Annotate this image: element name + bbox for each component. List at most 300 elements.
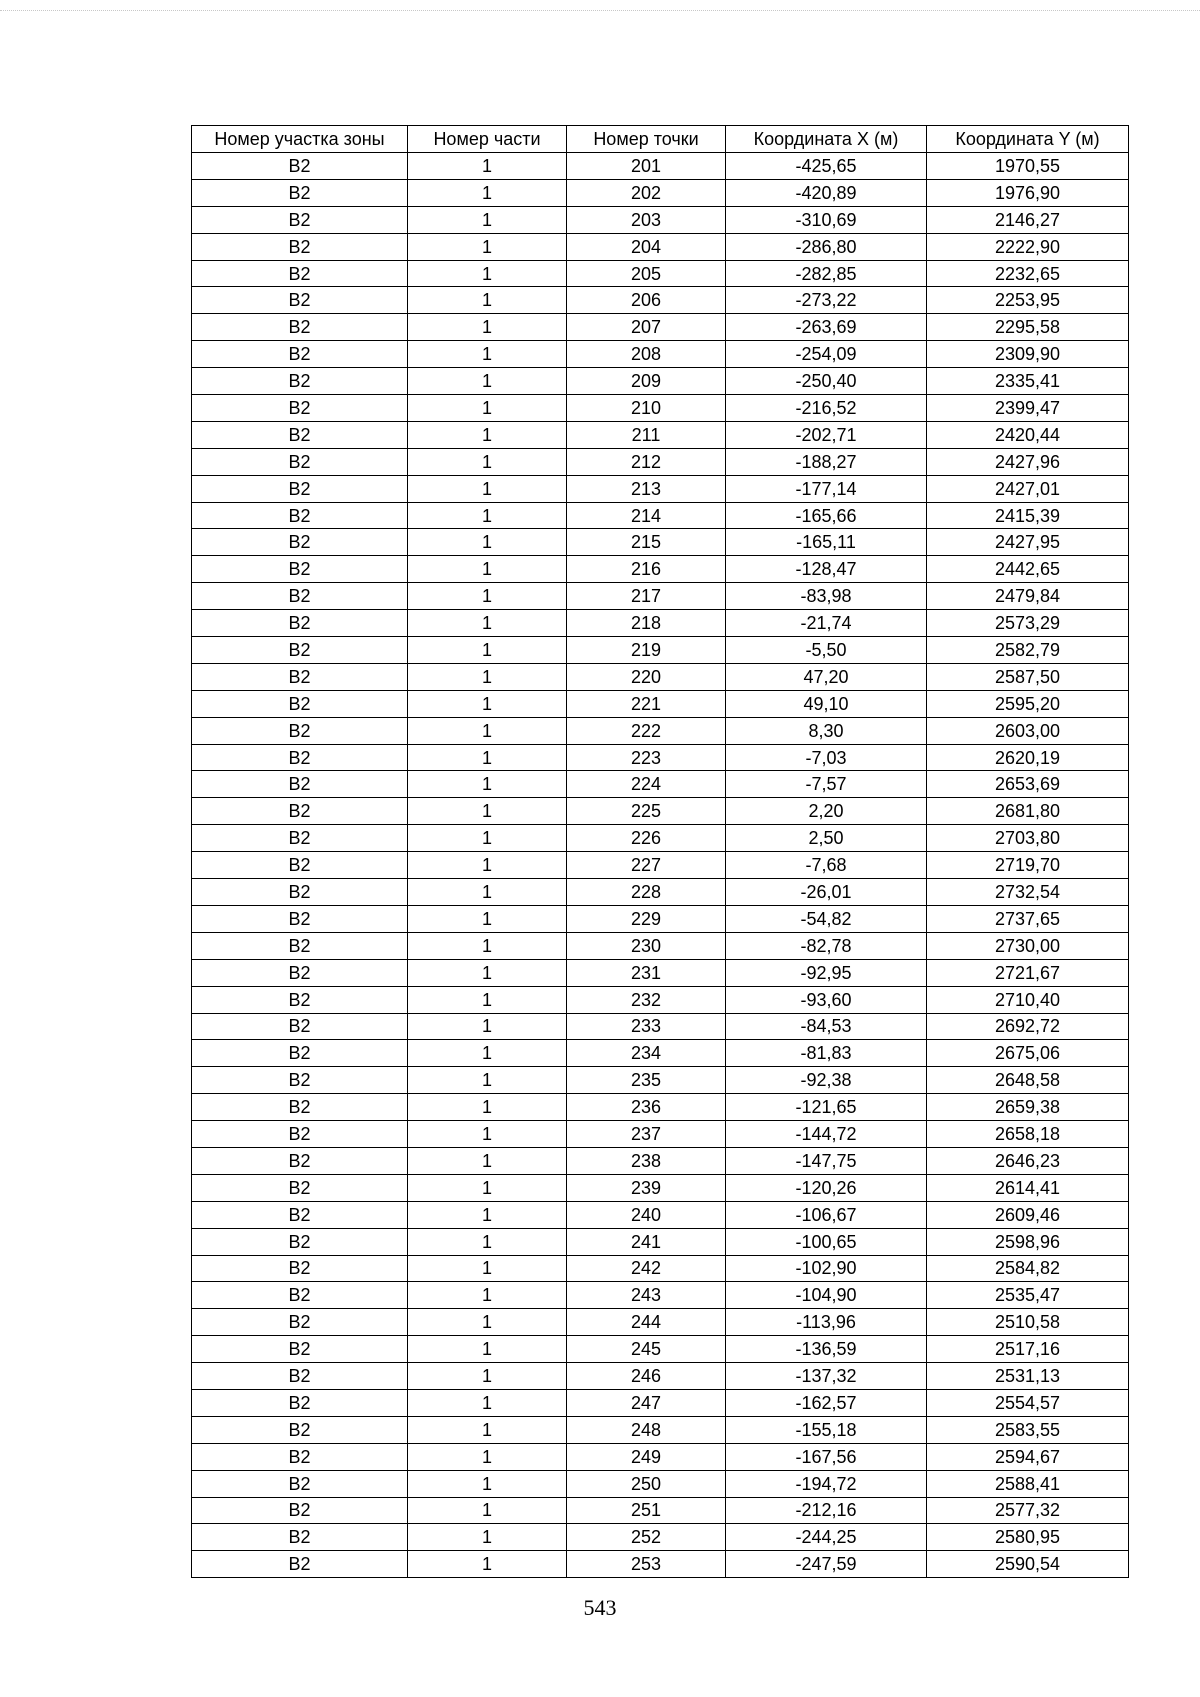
page-number: 543 [583,1595,617,1620]
cell-coordinate-y: 2335,41 [927,368,1129,395]
cell-zone-plot-number: В2 [192,1470,408,1497]
cell-zone-plot-number: В2 [192,744,408,771]
cell-coordinate-x: -81,83 [726,1040,927,1067]
cell-point-number: 242 [567,1255,726,1282]
cell-coordinate-y: 2648,58 [927,1067,1129,1094]
cell-zone-plot-number: В2 [192,1201,408,1228]
cell-coordinate-y: 2415,39 [927,502,1129,529]
cell-coordinate-y: 2573,29 [927,610,1129,637]
cell-coordinate-y: 2721,67 [927,959,1129,986]
cell-coordinate-x: 49,10 [726,690,927,717]
table-row [192,260,1129,287]
cell-coordinate-y: 2222,90 [927,233,1129,260]
cell-coordinate-x: -7,57 [726,771,927,798]
header-coordinate-y: Координата Y (м) [927,126,1129,153]
cell-point-number: 231 [567,959,726,986]
cell-coordinate-y: 2710,40 [927,986,1129,1013]
cell-zone-plot-number: В2 [192,1363,408,1390]
cell-coordinate-y: 2582,79 [927,637,1129,664]
table-row [192,637,1129,664]
table-row [192,502,1129,529]
cell-coordinate-y: 2583,55 [927,1416,1129,1443]
cell-part-number: 1 [408,932,567,959]
cell-coordinate-x: -194,72 [726,1470,927,1497]
cell-part-number: 1 [408,1336,567,1363]
table-row [192,663,1129,690]
cell-coordinate-y: 2427,01 [927,475,1129,502]
cell-point-number: 237 [567,1121,726,1148]
cell-zone-plot-number: В2 [192,153,408,180]
cell-zone-plot-number: В2 [192,852,408,879]
cell-coordinate-y: 2681,80 [927,798,1129,825]
cell-point-number: 243 [567,1282,726,1309]
cell-coordinate-y: 2427,96 [927,448,1129,475]
cell-zone-plot-number: В2 [192,690,408,717]
cell-coordinate-x: -54,82 [726,905,927,932]
header-point-number: Номер точки [567,126,726,153]
table-row [192,233,1129,260]
cell-part-number: 1 [408,260,567,287]
cell-part-number: 1 [408,1524,567,1551]
table-row [192,529,1129,556]
cell-point-number: 204 [567,233,726,260]
cell-coordinate-y: 2620,19 [927,744,1129,771]
cell-zone-plot-number: В2 [192,879,408,906]
cell-zone-plot-number: В2 [192,905,408,932]
cell-coordinate-y: 1970,55 [927,153,1129,180]
cell-coordinate-x: -136,59 [726,1336,927,1363]
cell-coordinate-x: -310,69 [726,206,927,233]
cell-point-number: 234 [567,1040,726,1067]
cell-coordinate-y: 2588,41 [927,1470,1129,1497]
table-row [192,1497,1129,1524]
cell-zone-plot-number: В2 [192,233,408,260]
cell-coordinate-y: 2675,06 [927,1040,1129,1067]
cell-coordinate-y: 2253,95 [927,287,1129,314]
cell-coordinate-y: 2614,41 [927,1174,1129,1201]
cell-point-number: 245 [567,1336,726,1363]
cell-point-number: 244 [567,1309,726,1336]
cell-point-number: 228 [567,879,726,906]
cell-coordinate-x: -7,03 [726,744,927,771]
cell-part-number: 1 [408,395,567,422]
cell-zone-plot-number: В2 [192,1255,408,1282]
cell-coordinate-y: 2232,65 [927,260,1129,287]
cell-zone-plot-number: В2 [192,959,408,986]
cell-point-number: 239 [567,1174,726,1201]
table-row [192,986,1129,1013]
cell-coordinate-x: -188,27 [726,448,927,475]
cell-part-number: 1 [408,1067,567,1094]
table-row [192,1094,1129,1121]
table-row [192,1040,1129,1067]
cell-point-number: 230 [567,932,726,959]
table-row [192,448,1129,475]
cell-point-number: 224 [567,771,726,798]
cell-coordinate-y: 2146,27 [927,206,1129,233]
table-row [192,905,1129,932]
cell-zone-plot-number: В2 [192,421,408,448]
cell-coordinate-x: -92,95 [726,959,927,986]
cell-part-number: 1 [408,1497,567,1524]
cell-zone-plot-number: В2 [192,1551,408,1578]
table-row [192,1443,1129,1470]
cell-coordinate-x: 2,50 [726,825,927,852]
cell-coordinate-y: 2609,46 [927,1201,1129,1228]
cell-part-number: 1 [408,690,567,717]
table-row [192,1336,1129,1363]
cell-coordinate-y: 2295,58 [927,314,1129,341]
cell-coordinate-x: -26,01 [726,879,927,906]
cell-coordinate-x: -162,57 [726,1389,927,1416]
cell-coordinate-y: 2590,54 [927,1551,1129,1578]
cell-zone-plot-number: В2 [192,341,408,368]
table-row [192,879,1129,906]
cell-point-number: 214 [567,502,726,529]
cell-part-number: 1 [408,1201,567,1228]
cell-point-number: 210 [567,395,726,422]
cell-coordinate-y: 2653,69 [927,771,1129,798]
cell-part-number: 1 [408,1040,567,1067]
table-row [192,1147,1129,1174]
cell-coordinate-x: -212,16 [726,1497,927,1524]
cell-coordinate-y: 2427,95 [927,529,1129,556]
table-row [192,1309,1129,1336]
cell-zone-plot-number: В2 [192,556,408,583]
cell-point-number: 241 [567,1228,726,1255]
cell-part-number: 1 [408,717,567,744]
cell-point-number: 213 [567,475,726,502]
cell-zone-plot-number: В2 [192,1040,408,1067]
cell-point-number: 206 [567,287,726,314]
cell-part-number: 1 [408,1309,567,1336]
cell-point-number: 218 [567,610,726,637]
cell-point-number: 219 [567,637,726,664]
table-row [192,1255,1129,1282]
cell-part-number: 1 [408,287,567,314]
cell-coordinate-y: 2646,23 [927,1147,1129,1174]
cell-coordinate-y: 2692,72 [927,1013,1129,1040]
table-row [192,1228,1129,1255]
cell-zone-plot-number: В2 [192,502,408,529]
cell-coordinate-y: 2659,38 [927,1094,1129,1121]
cell-coordinate-x: -263,69 [726,314,927,341]
cell-part-number: 1 [408,986,567,1013]
cell-part-number: 1 [408,1416,567,1443]
table-row [192,932,1129,959]
cell-coordinate-y: 2442,65 [927,556,1129,583]
cell-point-number: 208 [567,341,726,368]
cell-zone-plot-number: В2 [192,717,408,744]
cell-point-number: 252 [567,1524,726,1551]
cell-coordinate-y: 1976,90 [927,179,1129,206]
cell-coordinate-x: 2,20 [726,798,927,825]
cell-part-number: 1 [408,1363,567,1390]
cell-point-number: 201 [567,153,726,180]
cell-part-number: 1 [408,475,567,502]
cell-part-number: 1 [408,1282,567,1309]
cell-zone-plot-number: В2 [192,932,408,959]
cell-coordinate-y: 2535,47 [927,1282,1129,1309]
cell-coordinate-y: 2399,47 [927,395,1129,422]
cell-zone-plot-number: В2 [192,1443,408,1470]
cell-point-number: 232 [567,986,726,1013]
cell-zone-plot-number: В2 [192,314,408,341]
table-row [192,825,1129,852]
cell-coordinate-x: 8,30 [726,717,927,744]
cell-coordinate-x: -165,11 [726,529,927,556]
cell-zone-plot-number: В2 [192,206,408,233]
cell-coordinate-y: 2730,00 [927,932,1129,959]
cell-point-number: 217 [567,583,726,610]
cell-zone-plot-number: В2 [192,825,408,852]
cell-coordinate-x: -147,75 [726,1147,927,1174]
table-row [192,153,1129,180]
cell-zone-plot-number: В2 [192,1282,408,1309]
cell-coordinate-x: -21,74 [726,610,927,637]
cell-coordinate-y: 2554,57 [927,1389,1129,1416]
table-row [192,1174,1129,1201]
cell-coordinate-y: 2594,67 [927,1443,1129,1470]
table-row [192,314,1129,341]
cell-coordinate-y: 2510,58 [927,1309,1129,1336]
table-row [192,1363,1129,1390]
cell-part-number: 1 [408,1013,567,1040]
cell-point-number: 240 [567,1201,726,1228]
cell-zone-plot-number: В2 [192,1497,408,1524]
cell-point-number: 222 [567,717,726,744]
cell-zone-plot-number: В2 [192,1416,408,1443]
cell-zone-plot-number: В2 [192,1389,408,1416]
cell-coordinate-y: 2703,80 [927,825,1129,852]
cell-part-number: 1 [408,1147,567,1174]
cell-coordinate-x: -84,53 [726,1013,927,1040]
cell-coordinate-x: -5,50 [726,637,927,664]
cell-coordinate-y: 2732,54 [927,879,1129,906]
cell-part-number: 1 [408,233,567,260]
cell-part-number: 1 [408,1228,567,1255]
cell-coordinate-y: 2737,65 [927,905,1129,932]
table-row [192,1416,1129,1443]
cell-part-number: 1 [408,502,567,529]
cell-coordinate-y: 2587,50 [927,663,1129,690]
cell-coordinate-x: -82,78 [726,932,927,959]
cell-point-number: 233 [567,1013,726,1040]
cell-part-number: 1 [408,879,567,906]
cell-coordinate-y: 2420,44 [927,421,1129,448]
cell-part-number: 1 [408,798,567,825]
cell-coordinate-y: 2658,18 [927,1121,1129,1148]
cell-part-number: 1 [408,314,567,341]
cell-zone-plot-number: В2 [192,260,408,287]
cell-coordinate-x: -92,38 [726,1067,927,1094]
table-row [192,475,1129,502]
cell-zone-plot-number: В2 [192,583,408,610]
cell-point-number: 229 [567,905,726,932]
cell-zone-plot-number: В2 [192,395,408,422]
cell-point-number: 248 [567,1416,726,1443]
cell-zone-plot-number: В2 [192,475,408,502]
table-row [192,206,1129,233]
cell-coordinate-x: -247,59 [726,1551,927,1578]
cell-zone-plot-number: В2 [192,1174,408,1201]
cell-coordinate-y: 2603,00 [927,717,1129,744]
cell-point-number: 203 [567,206,726,233]
cell-zone-plot-number: В2 [192,1121,408,1148]
cell-part-number: 1 [408,637,567,664]
table-row [192,1524,1129,1551]
cell-coordinate-x: -250,40 [726,368,927,395]
cell-coordinate-x: -128,47 [726,556,927,583]
cell-part-number: 1 [408,1389,567,1416]
cell-part-number: 1 [408,206,567,233]
table-row [192,1201,1129,1228]
header-coordinate-x: Координата X (м) [726,126,927,153]
cell-point-number: 223 [567,744,726,771]
cell-coordinate-x: -286,80 [726,233,927,260]
table-body [192,153,1129,1578]
table-row [192,341,1129,368]
header-zone-plot-number: Номер участка зоны [192,126,408,153]
header-row [192,126,1129,153]
table-row [192,556,1129,583]
cell-point-number: 216 [567,556,726,583]
cell-coordinate-y: 2479,84 [927,583,1129,610]
cell-point-number: 205 [567,260,726,287]
table-row [192,1551,1129,1578]
cell-point-number: 251 [567,1497,726,1524]
cell-part-number: 1 [408,610,567,637]
cell-part-number: 1 [408,771,567,798]
cell-part-number: 1 [408,663,567,690]
table-row [192,610,1129,637]
cell-point-number: 212 [567,448,726,475]
cell-point-number: 235 [567,1067,726,1094]
cell-coordinate-x: -420,89 [726,179,927,206]
cell-coordinate-y: 2595,20 [927,690,1129,717]
cell-coordinate-y: 2719,70 [927,852,1129,879]
cell-point-number: 253 [567,1551,726,1578]
table-row [192,368,1129,395]
cell-zone-plot-number: В2 [192,637,408,664]
table-row [192,959,1129,986]
cell-part-number: 1 [408,341,567,368]
table-row [192,421,1129,448]
cell-point-number: 236 [567,1094,726,1121]
table-row [192,1282,1129,1309]
table-row [192,179,1129,206]
cell-point-number: 209 [567,368,726,395]
table-row [192,744,1129,771]
table-row [192,1470,1129,1497]
cell-zone-plot-number: В2 [192,1147,408,1174]
cell-coordinate-x: -165,66 [726,502,927,529]
cell-coordinate-x: -7,68 [726,852,927,879]
table-row [192,798,1129,825]
cell-zone-plot-number: В2 [192,179,408,206]
cell-point-number: 249 [567,1443,726,1470]
cell-coordinate-x: -83,98 [726,583,927,610]
cell-coordinate-x: -104,90 [726,1282,927,1309]
table-row [192,395,1129,422]
cell-coordinate-y: 2584,82 [927,1255,1129,1282]
cell-zone-plot-number: В2 [192,287,408,314]
cell-part-number: 1 [408,448,567,475]
cell-part-number: 1 [408,825,567,852]
cell-zone-plot-number: В2 [192,798,408,825]
cell-point-number: 207 [567,314,726,341]
cell-part-number: 1 [408,421,567,448]
cell-part-number: 1 [408,1443,567,1470]
cell-point-number: 215 [567,529,726,556]
header-part-number: Номер части [408,126,567,153]
cell-zone-plot-number: В2 [192,1336,408,1363]
cell-coordinate-x: -216,52 [726,395,927,422]
cell-point-number: 225 [567,798,726,825]
table-row [192,852,1129,879]
cell-point-number: 226 [567,825,726,852]
cell-part-number: 1 [408,368,567,395]
cell-point-number: 220 [567,663,726,690]
cell-coordinate-x: -106,67 [726,1201,927,1228]
cell-coordinate-x: -137,32 [726,1363,927,1390]
cell-coordinate-y: 2580,95 [927,1524,1129,1551]
table-row [192,1067,1129,1094]
coordinates-table [191,125,1129,1578]
cell-zone-plot-number: В2 [192,771,408,798]
cell-part-number: 1 [408,153,567,180]
cell-zone-plot-number: В2 [192,1228,408,1255]
table-row [192,583,1129,610]
cell-part-number: 1 [408,583,567,610]
cell-coordinate-x: -120,26 [726,1174,927,1201]
cell-point-number: 227 [567,852,726,879]
table-row [192,717,1129,744]
cell-coordinate-y: 2517,16 [927,1336,1129,1363]
cell-point-number: 221 [567,690,726,717]
cell-coordinate-x: -144,72 [726,1121,927,1148]
cell-zone-plot-number: В2 [192,610,408,637]
cell-zone-plot-number: В2 [192,1094,408,1121]
cell-point-number: 246 [567,1363,726,1390]
cell-part-number: 1 [408,529,567,556]
cell-coordinate-x: -273,22 [726,287,927,314]
table-row [192,287,1129,314]
cell-coordinate-y: 2531,13 [927,1363,1129,1390]
cell-coordinate-x: -93,60 [726,986,927,1013]
cell-coordinate-x: -167,56 [726,1443,927,1470]
cell-coordinate-x: -425,65 [726,153,927,180]
cell-zone-plot-number: В2 [192,1524,408,1551]
cell-part-number: 1 [408,959,567,986]
cell-coordinate-x: -202,71 [726,421,927,448]
table-row [192,1013,1129,1040]
cell-point-number: 250 [567,1470,726,1497]
cell-coordinate-y: 2598,96 [927,1228,1129,1255]
cell-part-number: 1 [408,1174,567,1201]
table-row [192,690,1129,717]
cell-coordinate-x: -100,65 [726,1228,927,1255]
cell-part-number: 1 [408,1255,567,1282]
table-header [192,126,1129,153]
scan-edge-line [0,10,1200,11]
cell-coordinate-x: -244,25 [726,1524,927,1551]
cell-coordinate-x: -254,09 [726,341,927,368]
cell-coordinate-x: -113,96 [726,1309,927,1336]
cell-part-number: 1 [408,744,567,771]
cell-zone-plot-number: В2 [192,529,408,556]
cell-coordinate-y: 2577,32 [927,1497,1129,1524]
